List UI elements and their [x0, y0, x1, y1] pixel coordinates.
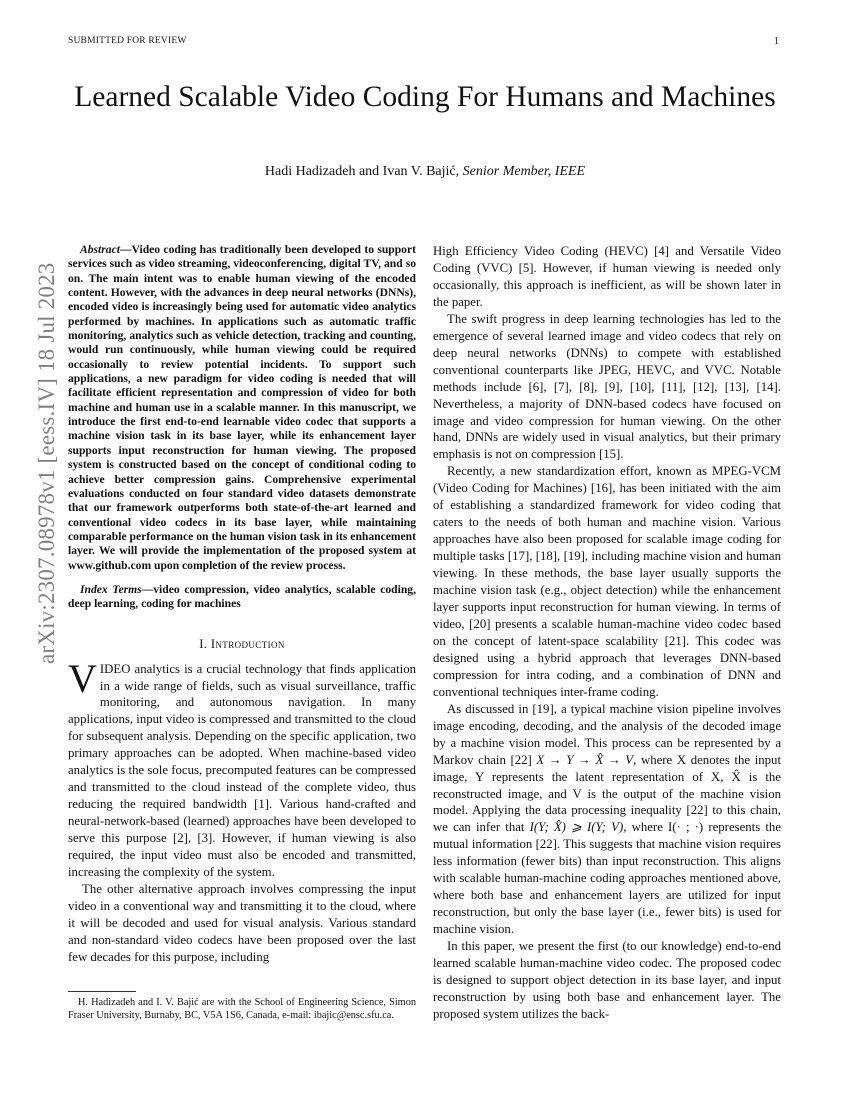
index-terms-label: Index Terms: [80, 582, 142, 596]
markov-text-b: , where X denotes the input image, Y represents the latent representation of X, X̂ is the reconstructed image, and V is the output of the machine vision model. Applying the data processing inequality [22] to this chain, we can infer that: [433, 752, 781, 835]
right-paragraph-3: Recently, a new standardization effort, known as MPEG-VCM (Video Coding for Machines) [16], has been initiated with the aim of establishing a standardized framework for video coding that caters to the needs of both human and machine vision. Various approaches have also been proposed for scalable image coding for multiple tasks [17], [18], [19], including machine vision and human viewing. In these methods, the base layer usually supports the machine vision task (e.g., object detection) while the enhancement layer supports input reconstruction for human viewing. In terms of video, [20] presents a scalable human-machine video codec based on the concept of latent-space scalability [21]. This codec was designed using a hybrid approach that leverages DNN-based compression for intra coding, and a combination of DNN and conventional techniques inter-frame coding.: [433, 464, 781, 699]
mutual-info-inequality: I(Y; X̂) ⩾ I(Y; V): [529, 820, 624, 835]
right-paragraph-1: High Efficiency Video Coding (HEVC) [4] and Versatile Video Coding (VVC) [5]. However, if human viewing is needed only occasionally, this approach is inefficient, as will be shown later in the paper.: [433, 244, 781, 309]
left-column: [68, 243, 416, 966]
intro-paragraph-1-text: IDEO analytics is a crucial technology that finds application in a wide range of fields, such as visual surveillance, traffic monitoring, and autonomous navigation. In many applications, input video is compressed and transmitted to the cloud for subsequent analysis. Depending on the specific application, two primary approaches can be adopted. When machine-based video analytics is the sole focus, precomputed features can be compressed and transmitted to the cloud instead of the complete video, thus reducing the required bandwidth [1]. Various hand-crafted and neural-network-based (learned) approaches have been developed to serve this purpose [2], [3]. However, if human viewing is also required, the input video must also be encoded and transmitted, increasing the complexity of the system.: [68, 661, 416, 879]
author-names: Hadi Hadizadeh and Ivan V. Bajić,: [264, 164, 463, 179]
author-role: Senior Member, IEEE: [462, 164, 586, 179]
right-paragraph-4: [433, 701, 781, 938]
footnote: H. Hadizadeh and I. V. Bajić are with the School of Engineering Science, Simon Fraser University, Burnaby, BC, V5A 1S6, Canada, e-mail: ibajic@ensc.sfu.ca.: [68, 997, 416, 1022]
author-line: [60, 164, 790, 180]
drop-cap: V: [68, 655, 97, 701]
right-paragraph-2: The swift progress in deep learning technologies has led to the emergence of several learned image and video codecs that rely on deep neural networks (DNNs) to compete with established conventional counterparts like JPEG, HEVC, and VVC. Notable methods include [6], [7], [8], [9], [10], [11], [12], [13], [14]. Nevertheless, a majority of DNN-based codecs have focused on image and video compression for human viewing. On the other hand, DNNs are widely used in visual analytics, but their primary emphasis is not on compression [15].: [433, 311, 781, 462]
section-heading: [68, 636, 416, 653]
page-number: 1: [774, 36, 779, 47]
markov-text-a: As discussed in [19], a typical machine vision pipeline involves image encoding, decoding, and the analysis of the decoded image by a machine vision model. This process can be represented by a Markov chain [22]: [433, 701, 781, 767]
section-number: I.: [199, 636, 211, 651]
abstract: [68, 243, 416, 573]
markov-chain-equation: X → Y → X̂ → V: [536, 752, 634, 767]
right-paragraph-5: In this paper, we present the first (to our knowledge) end-to-end learned scalable human-machine video codec. The proposed codec is designed to support object detection in its base layer, and input reconstruction by using both base and enhancement layer. The proposed system utilizes the back-: [433, 939, 781, 1021]
index-terms: [68, 583, 416, 612]
paper-title: Learned Scalable Video Coding For Humans and Machines: [74, 81, 776, 113]
markov-text-c: , where I(· ; ·) represents the mutual information [22]. This suggests that machine vision requires less information (fewer bits) than input reconstruction. This aligns with scalable human-machine coding approaches mentioned above, where both base and enhancement layers are utilized for input reconstruction, but only the base layer (i.e., fewer bits) is used for machine vision.: [433, 820, 781, 937]
section-title: Introduction: [210, 636, 285, 651]
abstract-text: —Video coding has traditionally been developed to support services such as video streaming, videoconferencing, digital TV, and so on. The main intent was to enable human viewing of the encoded content. However, with the advances in deep neural networks (DNNs), encoded video is increasingly being used for automatic video analytics performed by machines. In applications such as automatic traffic monitoring, analytics such as vehicle detection, tracking and counting, would run continuously, while human viewing could be required occasionally to review potential incidents. To support such applications, a new paradigm for video coding is needed that will facilitate efficient representation and compression of video for both machine and human use in a scalable manner. In this manuscript, we introduce the first end-to-end learnable video codec that supports a machine vision task in its base layer, while its enhancement layer supports input reconstruction for human viewing. The proposed system is constructed based on the concept of conditional coding to achieve better compression gains. Comprehensive experimental evaluations conducted on four standard video datasets demonstrate that our framework outperforms both state-of-the-art learned and conventional video codecs in its base layer, while maintaining comparable performance on the human vision task in its enhancement layer. We will provide the implementation of the proposed system at www.github.com upon completion of the review process.: [68, 243, 416, 572]
right-column: [433, 243, 781, 1023]
index-terms-text: —video compression, video analytics, scalable coding, deep learning, coding for machines: [68, 582, 416, 611]
arxiv-sidebar: [0, 0, 60, 1100]
arxiv-identifier: arXiv:2307.08978v1 [eess.IV] 18 Jul 2023: [34, 262, 59, 664]
footnote-rule: [68, 991, 136, 992]
abstract-label: Abstract: [80, 243, 120, 256]
running-header: SUBMITTED FOR REVIEW: [68, 36, 187, 46]
intro-paragraph-1: [68, 655, 416, 881]
intro-paragraph-2: The other alternative approach involves compressing the input video in a conventional way and transmitting it to the cloud, where it will be decoded and used for visual analysis. Various standard and non-standard video codecs have been proposed over the last few decades for this purpose, including: [68, 881, 416, 964]
